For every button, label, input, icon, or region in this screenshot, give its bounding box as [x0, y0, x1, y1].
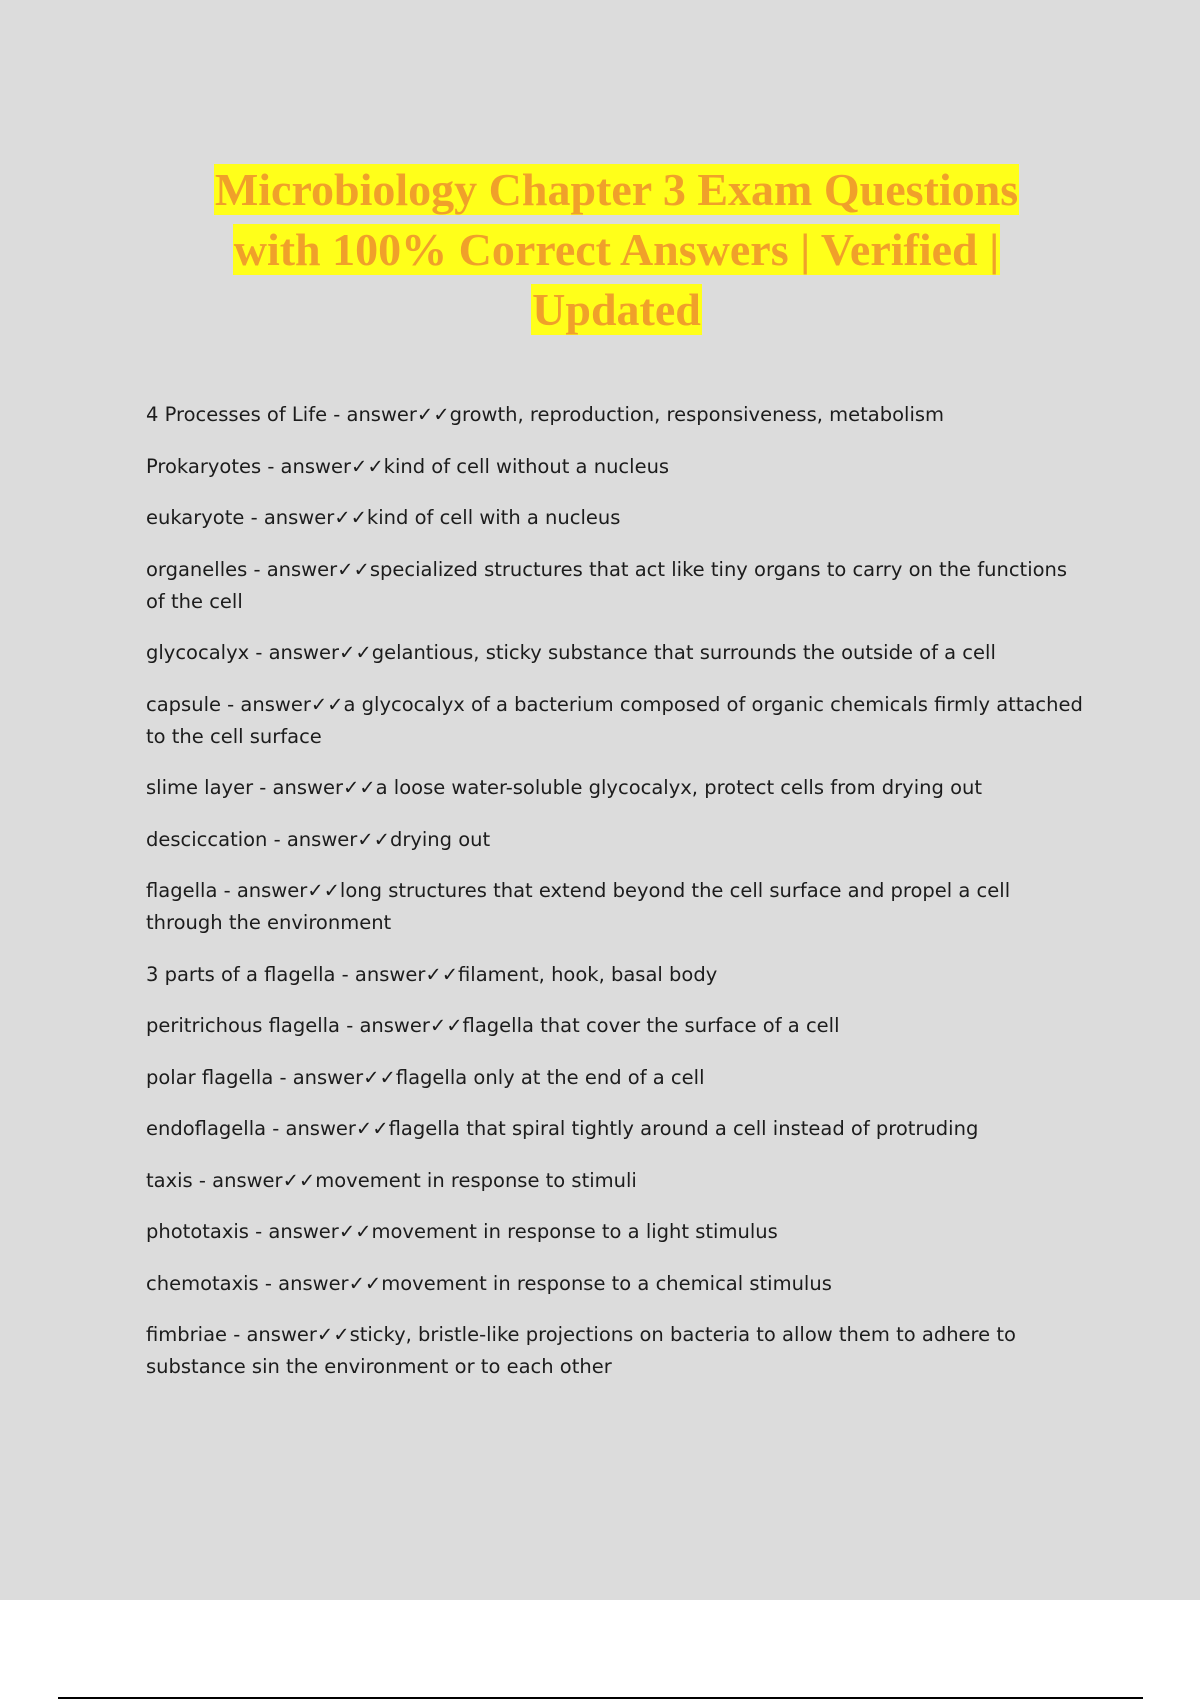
qa-item-polar-flagella: polar flagella - answer✓✓flagella only at the end of a cell — [146, 1065, 705, 1089]
title-line-3: Updated — [532, 284, 701, 335]
qa-item-endoflagella: endoflagella - answer✓✓flagella that spiral tightly around a cell instead of protruding — [146, 1117, 979, 1140]
qa-item-organelles: organelles - answer✓✓specialized structures that act like tiny organs to carry on the functions of the cell — [146, 557, 1068, 613]
qa-item-flagella-parts: 3 parts of a flagella - answer✓✓filament, hook, basal body — [146, 962, 718, 986]
qa-item-desiccation: desciccation - answer✓✓drying out — [146, 827, 491, 851]
qa-item-chemotaxis: chemotaxis - answer✓✓movement in response to a chemical stimulus — [146, 1271, 832, 1295]
qa-item-peritrichous-flagella: peritrichous flagella - answer✓✓flagella that cover the surface of a cell — [146, 1014, 840, 1037]
qa-item-life-processes: 4 Processes of Life - answer✓✓growth, reproduction, responsiveness, metabolism — [146, 403, 945, 426]
title-line-2: with 100% Correct Answers | Verified | — [233, 224, 1000, 275]
page-divider — [58, 1697, 1143, 1699]
qa-item-capsule: capsule - answer✓✓a glycocalyx of a bacterium composed of organic chemicals firmly attached to the cell surface — [146, 692, 1083, 748]
qa-item-eukaryote: eukaryote - answer✓✓kind of cell with a nucleus — [146, 506, 621, 529]
qa-item-glycocalyx: glycocalyx - answer✓✓gelantious, sticky substance that surrounds the outside of a cell — [146, 641, 996, 664]
qa-item-taxis: taxis - answer✓✓movement in response to stimuli — [146, 1168, 637, 1192]
qa-item-slime-layer: slime layer - answer✓✓a loose water-soluble glycocalyx, protect cells from drying out — [146, 776, 983, 799]
question-answer-list — [146, 399, 1086, 1403]
qa-item-prokaryotes: Prokaryotes - answer✓✓kind of cell without a nucleus — [146, 454, 670, 478]
title-line-1: Microbiology Chapter 3 Exam Questions — [214, 164, 1019, 215]
qa-item-phototaxis: phototaxis - answer✓✓movement in response to a light stimulus — [146, 1220, 778, 1243]
qa-item-flagella: flagella - answer✓✓long structures that extend beyond the cell surface and propel a cell through the environment — [146, 879, 1011, 934]
qa-item-fimbriae: fimbriae - answer✓✓sticky, bristle-like projections on bacteria to allow them to adhere to substance sin the environment or to each other — [146, 1323, 1016, 1378]
document-title — [100, 160, 1133, 340]
